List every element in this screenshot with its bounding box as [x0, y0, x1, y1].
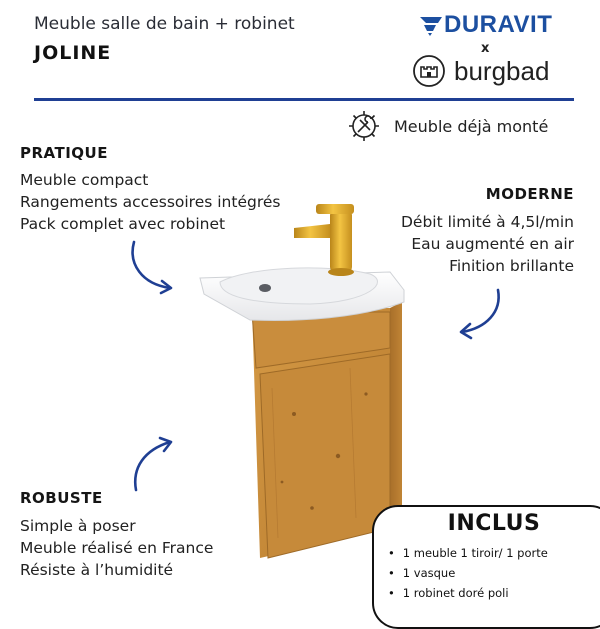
list-item: • 1 vasque: [388, 563, 548, 583]
moderne-list: [401, 211, 574, 277]
gear-wrench-icon: [346, 108, 386, 144]
section-title-robuste: ROBUSTE: [20, 489, 103, 507]
section-title-moderne: MODERNE: [485, 185, 574, 203]
robuste-list: [20, 515, 213, 581]
list-item: Pack complet avec robinet: [20, 215, 226, 233]
assembled-label: Meuble déjà monté: [394, 116, 549, 136]
drain-icon: [259, 284, 271, 292]
included-list: [388, 543, 548, 603]
list-item: Rangements accessoires intégrés: [20, 193, 281, 211]
burgbad-logo: [412, 54, 549, 88]
header-divider: [34, 98, 574, 101]
curved-arrow-icon: [452, 286, 512, 342]
list-item: Meuble compact: [20, 171, 149, 189]
curved-arrow-icon: [120, 236, 180, 296]
included-box: [372, 505, 600, 629]
assembled-badge: [346, 108, 548, 144]
list-item: Résiste à l’humidité: [20, 561, 174, 579]
burgbad-wordmark: burgbad: [454, 55, 550, 86]
list-item: Meuble réalisé en France: [20, 539, 214, 557]
list-item: • 1 meuble 1 tiroir/ 1 porte: [388, 543, 548, 563]
duravit-logo: [418, 10, 552, 40]
castle-icon: [412, 54, 446, 88]
brand-connector: x: [481, 41, 490, 56]
included-title: INCLUS: [447, 511, 541, 536]
list-item: Eau augmenté en air: [411, 235, 574, 253]
duravit-wordmark: DURAVIT: [444, 11, 553, 38]
product-title: JOLINE: [34, 42, 112, 64]
list-item: Débit limité à 4,5l/min: [400, 213, 574, 231]
list-item: Finition brillante: [449, 257, 574, 275]
curved-arrow-icon: [124, 432, 184, 494]
list-item: • 1 robinet doré poli: [388, 583, 548, 603]
section-title-pratique: PRATIQUE: [20, 144, 108, 162]
list-item: Simple à poser: [20, 517, 136, 535]
faucet: [294, 204, 354, 276]
product-subtitle: Meuble salle de bain + robinet: [34, 14, 295, 34]
duravit-mark-icon: [418, 13, 444, 37]
